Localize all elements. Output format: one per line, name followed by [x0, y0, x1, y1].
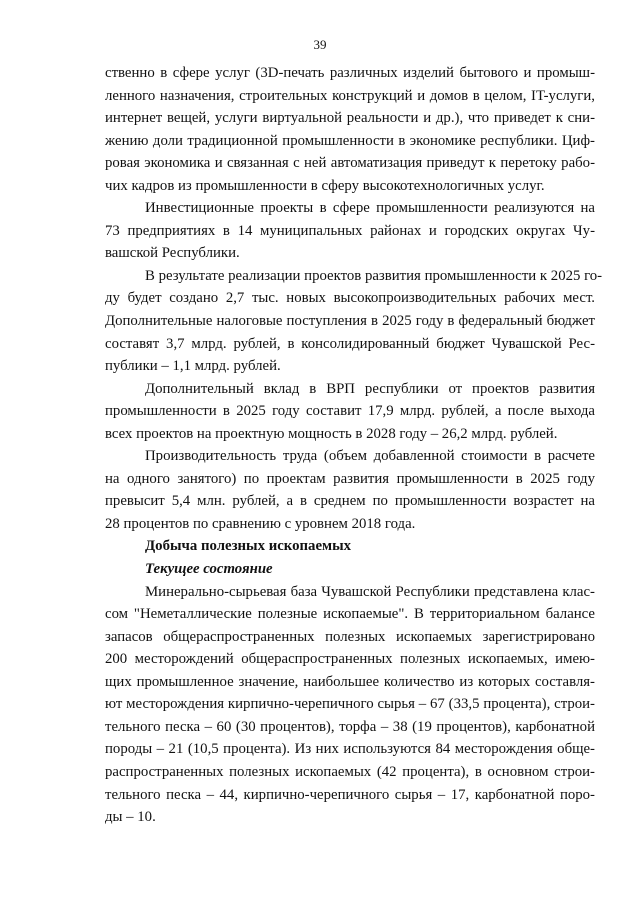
document-body: [105, 62, 603, 829]
text-line: ды – 10.: [105, 809, 156, 826]
text-line: Дополнительный вклад в ВРП республики от проектов развития: [145, 380, 595, 397]
text-line: чих кадров из промышленности в сферу высокотехнологичных услуг.: [105, 177, 545, 194]
text-line: ственно в сфере услуг (3D-печать различных изделий бытового и промыш-: [105, 65, 595, 81]
text-line: Добыча полезных ископаемых: [145, 538, 352, 555]
text-line: Минерально-сырьевая база Чувашской Республики представлена клас-: [145, 583, 595, 600]
text-line: промышленности в 2025 году составит 17,9 млрд. рублей, а после выхода: [105, 403, 595, 420]
text-line: Производительность труда (объем добавленной стоимости в расчете: [145, 448, 595, 465]
text-line: составят 3,7 млрд. рублей, в консолидированный бюджет Чувашской Рес-: [105, 335, 595, 352]
text-line: ду будет создано 2,7 тыс. новых высокопроизводительных рабочих мест.: [105, 290, 595, 307]
text-line: интернет вещей, услуги виртуальной реальности и др.), что приведет к сни-: [105, 110, 595, 127]
text-line: Инвестиционные проекты в сфере промышленности реализуются на: [145, 200, 595, 217]
text-line: распространенных полезных ископаемых (42 процента), в основном строи-: [105, 763, 595, 780]
text-line: 73 предприятиях в 14 муниципальных районах и городских округах Чу-: [105, 222, 595, 239]
text-line: тельного песка – 60 (30 процентов), торфа – 38 (19 процентов), карбонатной: [105, 718, 595, 735]
text-line: породы – 21 (10,5 процента). Из них используются 84 месторождения обще-: [105, 741, 595, 758]
text-line: жению доли традиционной промышленности в экономике республики. Циф-: [105, 132, 595, 149]
text-line: превысит 5,4 млн. рублей, а в среднем по промышленности возрастет на: [105, 493, 595, 510]
text-line: на одного занятого) по проектам развития промышленности в 2025 году: [105, 470, 595, 487]
text-line: запасов общераспространенных полезных ископаемых зарегистрировано: [105, 628, 595, 645]
text-line: ют месторождения кирпично-черепичного сырья – 67 (33,5 процента), строи-: [105, 696, 595, 713]
text-line: 28 процентов по сравнению с уровнем 2018 года.: [105, 515, 416, 532]
page-number: 39: [313, 37, 327, 52]
text-line: Текущее состояние: [145, 561, 273, 578]
text-line: Дополнительные налоговые поступления в 2025 году в федеральный бюджет: [105, 313, 595, 330]
text-line: тельного песка – 44, кирпично-черепичного сырья – 17, карбонатной поро-: [105, 786, 595, 803]
text-line: вашской Республики.: [105, 245, 240, 262]
text-line: всех проектов на проектную мощность в 2028 году – 26,2 млрд. рублей.: [105, 425, 558, 442]
text-line: щих промышленное значение, наибольшее количество из которых составля-: [105, 673, 595, 690]
text-line: сом "Неметаллические полезные ископаемые". В территориальном балансе: [105, 606, 595, 623]
text-line: 200 месторождений общераспространенных полезных ископаемых, имею-: [105, 651, 595, 668]
text-line: ленного назначения, строительных конструкций и домов в целом, IT-услуги,: [105, 87, 595, 104]
text-line: публики – 1,1 млрд. рублей.: [105, 358, 281, 375]
text-line: ровая экономика и связанная с ней автоматизация приведут к перетоку рабо-: [105, 155, 595, 172]
text-line: В результате реализации проектов развития промышленности к 2025 го-: [145, 267, 603, 284]
